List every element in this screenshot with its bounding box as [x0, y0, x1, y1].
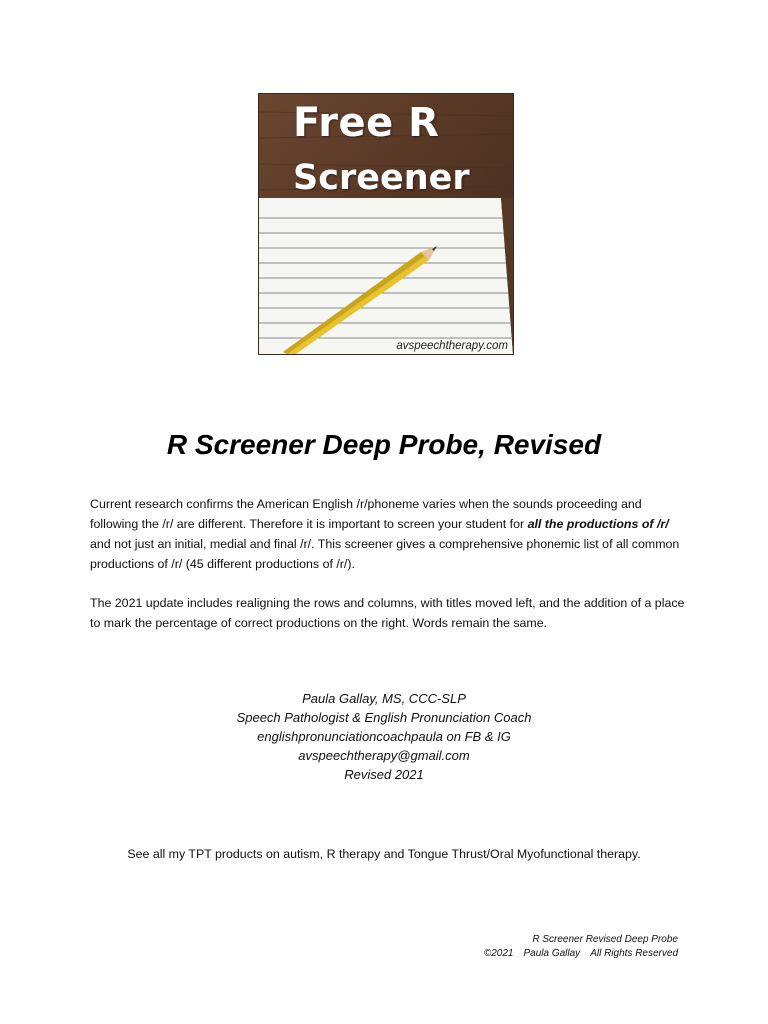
author-email: avspeechtherapy@gmail.com: [298, 748, 470, 763]
footer-year: ©2021: [483, 948, 514, 959]
author-role: Speech Pathologist & English Pronunciation Coach: [236, 710, 532, 725]
cover-title-line2: Screener: [293, 158, 470, 198]
author-name: Paula Gallay, MS, CCC-SLP: [302, 691, 466, 706]
page-footer: [484, 933, 678, 961]
footer-rights: All Rights Reserved: [590, 948, 678, 959]
footer-copyright: [484, 947, 678, 961]
author-block: [0, 689, 768, 784]
author-social: englishpronunciationcoachpaula on FB & IG: [257, 729, 511, 744]
footer-title: R Screener Revised Deep Probe: [532, 934, 678, 945]
cover-title-line1: Free R: [293, 100, 440, 146]
author-revised: Revised 2021: [344, 767, 424, 782]
update-paragraph: The 2021 update includes realigning the rows and columns, with titles moved left, and the addition of a place to mark the percentage of correct productions on the right. Words remain the same.: [90, 596, 685, 630]
intro-paragraph: [90, 494, 690, 574]
tpt-products-note: See all my TPT products on autism, R therapy and Tongue Thrust/Oral Myofunctional therapy.: [127, 847, 641, 861]
intro-text-part2: and not just an initial, medial and final /r/. This screener gives a comprehensive phonemic list of all common productions of /r/ (45 different productions of /r/).: [90, 537, 680, 571]
cover-website: avspeechtherapy.com: [396, 340, 508, 352]
page-title: R Screener Deep Probe, Revised: [166, 429, 602, 460]
cover-image: [258, 93, 514, 355]
intro-text-part1: Current research confirms the American English /r/phoneme varies when the sounds proceeding and following the /r/ are different. Therefore it is important to screen your student for: [90, 497, 642, 531]
footer-owner: Paula Gallay: [523, 948, 581, 959]
intro-emphasis: all the productions of /r/: [527, 517, 669, 531]
